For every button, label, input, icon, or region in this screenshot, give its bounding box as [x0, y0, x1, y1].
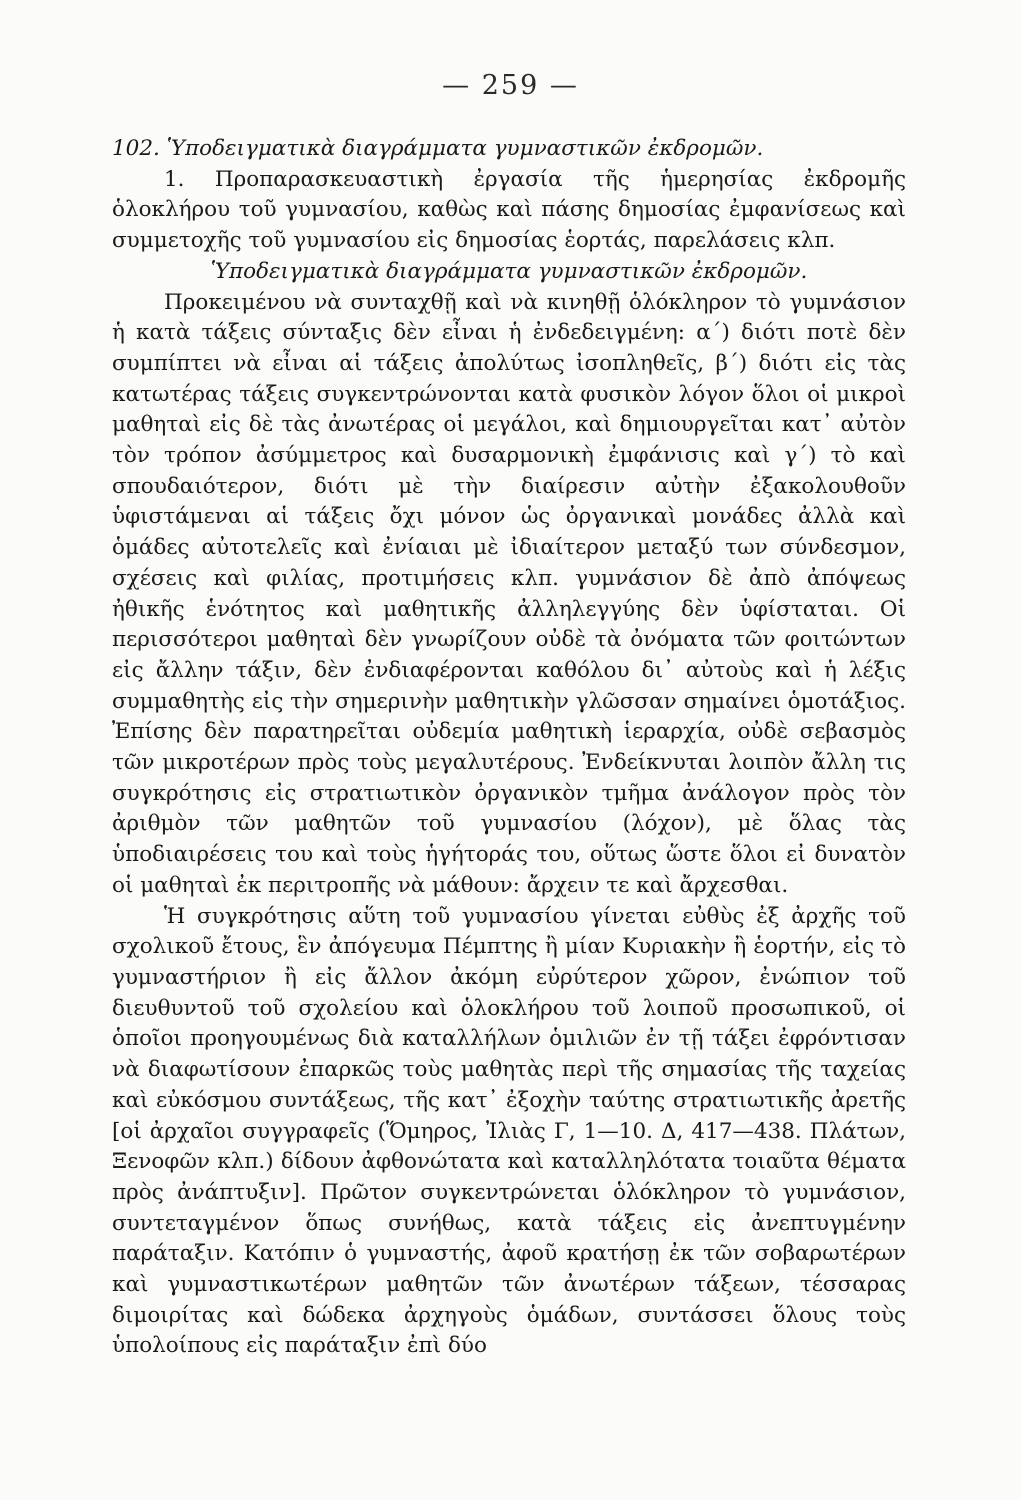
page-number: — 259 —	[442, 70, 579, 101]
body-paragraph-1: Προκειμένου νὰ συνταχθῇ καὶ νὰ κινηθῇ ὁλόκληρον τὸ γυμνάσιον ἡ κατὰ τάξεις σύνταξις δὲν εἶναι ἡ ἐνδεδειγμένη: α΄) διότι ποτὲ δὲν συμπίπτει νὰ εἶναι αἱ τάξεις ἀπολύτως ἰσοπληθεῖς, β΄) διότι εἰς τὰς κατωτέρας τάξεις συγκεντρώνονται κατὰ φυσικὸν λόγον ὅλοι οἱ μικροὶ μαθηταὶ εἰς δὲ τὰς ἀνωτέρας οἱ μεγάλοι, καὶ δημιουργεῖται κατ᾽ αὐτὸν τὸν τρόπον ἀσύμμετρος καὶ δυσαρμονικὴ ἐμφάνισις καὶ γ΄) τὸ καὶ σπουδαιότερον, διότι μὲ τὴν διαίρεσιν αὐτὴν ἐξακολουθοῦν ὑφιστάμεναι αἱ τάξεις ὄχι μόνον ὡς ὀργανικαὶ μονάδες ἀλλὰ καὶ ὁμάδες αὐτοτελεῖς καὶ ἐνίαιαι μὲ ἰδιαίτερον μεταξύ των σύνδεσμον, σχέσεις καὶ φιλίας, προτιμήσεις κλπ. γυμνάσιον δὲ ἀπὸ ἀπόψεως ἠθικῆς ἑνότητος καὶ μαθητικῆς ἀλληλεγγύης δὲν ὑφίσταται. Οἱ περισσότεροι μαθηταὶ δὲν γνωρίζουν οὐδὲ τὰ ὀνόματα τῶν φοιτώντων εἰς ἄλλην τάξιν, δὲν ἐνδιαφέρονται καθόλου δι᾽ αὐτοὺς καὶ ἡ λέξις συμμαθητὴς εἰς τὴν σημερινὴν μαθητικὴν γλῶσσαν σημαίνει ὁμοτάξιος. Ἐπίσης δὲν παρατηρεῖται οὐδεμία μαθητικὴ ἱεραρχία, οὐδὲ σεβασμὸς τῶν μικροτέρων πρὸς τοὺς μεγαλυτέρους. Ἐνδείκνυται λοιπὸν ἄλλη τις συγκρότησις εἰς στρατιωτικὸν ὀργανικὸν τμῆμα ἀνάλογον πρὸς τὸν ἀριθμὸν τῶν μαθητῶν τοῦ γυμνασίου (λόχον), μὲ ὅλας τὰς ὑποδιαιρέσεις του καὶ τοὺς ἡγήτοράς του, οὕτως ὥστε ὅλοι εἰ δυνατὸν οἱ μαθηταὶ ἐκ περιτροπῆς νὰ μάθουν: ἄρχειν τε καὶ ἄρχεσθαι.	[112, 289, 906, 898]
subheading: Ὑποδειγματικὰ διαγράμματα γυμναστικῶν ἐκδρομῶν.	[210, 258, 808, 284]
body-paragraph-2: Ἡ συγκρότησις αὕτη τοῦ γυμνασίου γίνεται εὐθὺς ἐξ ἀρχῆς τοῦ σχολικοῦ ἔτους, ἓν ἀπόγευμα Πέμπτης ἢ μίαν Κυριακὴν ἢ ἑορτήν, εἰς τὸ γυμναστήριον ἢ εἰς ἄλλον ἀκόμη εὐρύτερον χῶρον, ἐνώπιον τοῦ διευθυντοῦ τοῦ σχολείου καὶ ὁλοκλήρου τοῦ λοιποῦ προσωπικοῦ, οἱ ὁποῖοι προηγουμένως διὰ καταλλήλων ὁμιλιῶν ἐν τῇ τάξει ἐφρόντισαν νὰ διαφωτίσουν ἐπαρκῶς τοὺς μαθητὰς περὶ τῆς σημασίας τῆς ταχείας καὶ εὐκόσμου συντάξεως, τῆς κατ᾽ ἐξοχὴν ταύτης στρατιωτικῆς ἀρετῆς [οἱ ἀρχαῖοι συγγραφεῖς (Ὅμηρος, Ἰλιὰς Γ, 1—10. Δ, 417—438. Πλάτων, Ξενοφῶν κλπ.) δίδουν ἀφθονώτατα καὶ καταλληλότατα τοιαῦτα θέματα πρὸς ἀνάπτυξιν]. Πρῶτον συγκεντρώνεται ὁλόκληρον τὸ γυμνάσιον, συντεταγμένον ὅπως συνήθως, κατὰ τάξεις εἰς ἀνεπτυγμένην παράταξιν. Κατόπιν ὁ γυμναστής, ἀφοῦ κρατήσῃ ἐκ τῶν σοβαρωτέρων καὶ γυμναστικωτέρων μαθητῶν τῶν ἀνωτέρων τάξεων, τέσσαρας διμοιρίτας καὶ δώδεκα ἀρχηγοὺς ὁμάδων, συντάσσει ὅλους τοὺς ὑπολοίπους εἰς παράταξιν ἐπὶ δύο	[112, 903, 906, 1359]
text-column	[112, 134, 906, 1362]
section-heading: 102. Ὑποδειγματικὰ διαγράμματα γυμναστικῶν ἐκδρομῶν.	[112, 136, 764, 161]
item-1-paragraph: 1. Προπαρασκευαστικὴ ἐργασία τῆς ἡμερησίας ἐκδρομῆς ὁλοκλήρου τοῦ γυμνασίου, καθὼς καὶ πάσης δημοσίας ἐμφανίσεως καὶ συμμετοχῆς τοῦ γυμνασίου εἰς δημοσίας ἑορτάς, παρελάσεις κλπ.	[112, 166, 906, 254]
